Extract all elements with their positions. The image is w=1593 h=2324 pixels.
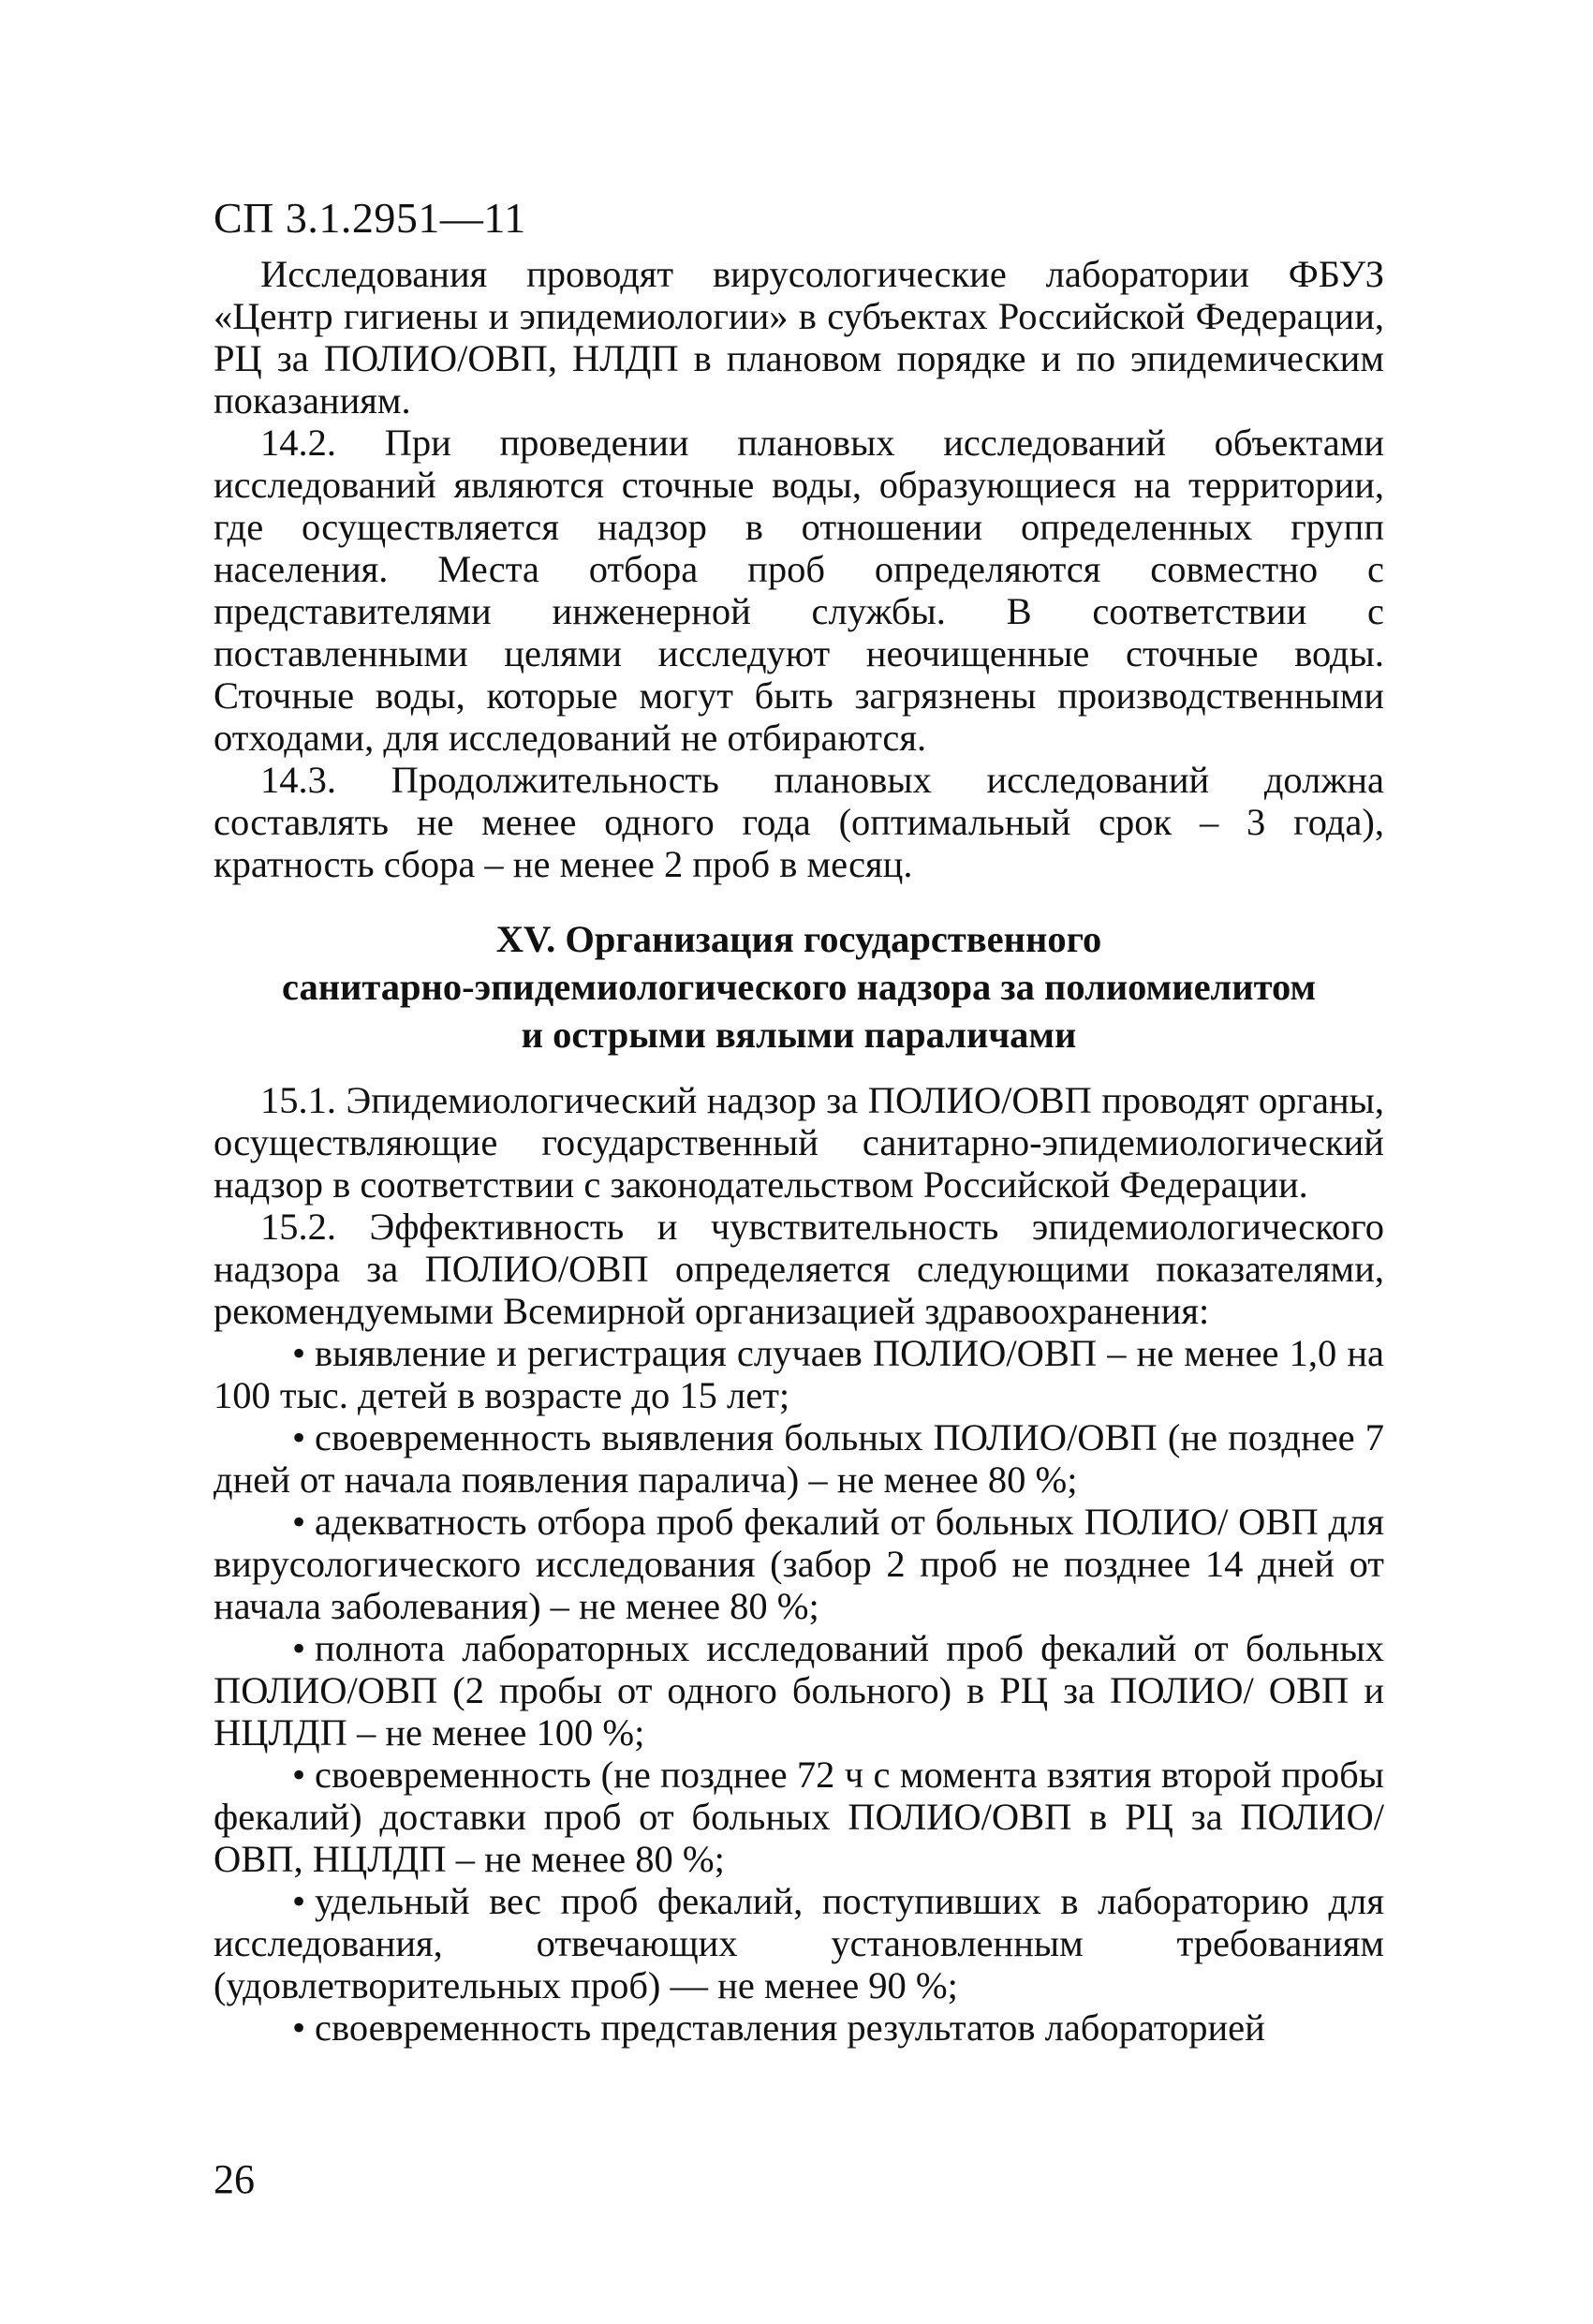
paragraph-15-2: 15.2. Эффективность и чувствительность эпидемиологического надзора за ПОЛИО/ОВП определяется следующими показателями, рекомендуемыми Всемирной организацией здравоохранения: xyxy=(214,1206,1384,1332)
bullet-icon: • xyxy=(292,1332,306,1374)
paragraph-15-1: 15.1. Эпидемиологический надзор за ПОЛИО/ОВП проводят органы, осуществляющие государственный санитарно-эпидемиологический надзор в соответствии с законодательством Российской Федерации. xyxy=(214,1079,1384,1206)
section-heading-xv xyxy=(214,915,1384,1058)
list-item xyxy=(214,1501,1384,1627)
bullet-icon: • xyxy=(292,1754,306,1796)
list-item xyxy=(214,1332,1384,1416)
list-item-text: выявление и регистрация случаев ПОЛИО/ОВП – не менее 1,0 на 100 тыс. детей в возрасте до 15 лет; xyxy=(214,1332,1384,1416)
paragraph-14-1-continuation: Исследования проводят вирусологические лаборатории ФБУЗ «Центр гигиены и эпидемиологии» в субъектах Российской Федерации, РЦ за ПОЛИО/ОВП, НЛДП в плановом порядке и по эпидемическим показаниям. xyxy=(214,253,1384,422)
bullet-icon: • xyxy=(292,1880,306,1922)
list-item xyxy=(214,1754,1384,1880)
list-item xyxy=(214,1416,1384,1501)
paragraph-14-2: 14.2. При проведении плановых исследований объектами исследований являются сточные воды, образующиеся на территории, где осуществляется надзор в отношении определенных групп населения. Места отбора проб определяются совместно с представителями инженерной службы. В соответствии с поставленными целями исследуют неочищенные сточные воды. Сточные воды, которые могут быть загрязнены производственными отходами, для исследований не отбираются. xyxy=(214,422,1384,759)
bullet-icon: • xyxy=(292,1416,306,1458)
page-body xyxy=(214,253,1384,2049)
page-number: 26 xyxy=(214,2156,255,2202)
list-item-text: адекватность отбора проб фекалий от больных ПОЛИО/ ОВП для вирусологического исследования (забор 2 проб не позднее 14 дней от начала заболевания) – не менее 80 %; xyxy=(214,1501,1384,1627)
list-item xyxy=(214,2006,1384,2049)
paragraph-14-3: 14.3. Продолжительность плановых исследований должна составлять не менее одного года (оптимальный срок – 3 года), кратность сбора – не менее 2 проб в месяц. xyxy=(214,759,1384,885)
section-heading-line-3: и острыми вялыми параличами xyxy=(521,1014,1077,1056)
section-heading-line-1: XV. Организация государственного xyxy=(495,918,1102,960)
list-item-text: удельный вес проб фекалий, поступивших в лабораторию для исследования, отвечающих установленным требованиям (удовлетворительных проб) — не менее 90 %; xyxy=(214,1880,1384,2006)
list-item-text: своевременность представления результатов лабораторией xyxy=(315,2006,1265,2049)
list-item xyxy=(214,1880,1384,2006)
list-item-text: своевременность (не позднее 72 ч с момента взятия второй пробы фекалий) доставки проб от больных ПОЛИО/ОВП в РЦ за ПОЛИО/ОВП, НЦЛДП – не менее 80 %; xyxy=(214,1754,1384,1880)
list-item-text: своевременность выявления больных ПОЛИО/ОВП (не позднее 7 дней от начала появления паралича) – не менее 80 %; xyxy=(214,1416,1384,1501)
list-item-text: полнота лабораторных исследований проб фекалий от больных ПОЛИО/ОВП (2 пробы от одного больного) в РЦ за ПОЛИО/ ОВП и НЦЛДП – не менее 100 %; xyxy=(214,1627,1384,1754)
bullet-icon: • xyxy=(292,1627,306,1669)
running-head-document-code: СП 3.1.2951—11 xyxy=(214,194,526,242)
indicator-list xyxy=(214,1332,1384,2049)
bullet-icon: • xyxy=(292,1501,306,1543)
bullet-icon: • xyxy=(292,2006,306,2049)
list-item xyxy=(214,1627,1384,1754)
section-heading-line-2: санитарно-эпидемиологического надзора за полиомиелитом xyxy=(281,966,1317,1008)
